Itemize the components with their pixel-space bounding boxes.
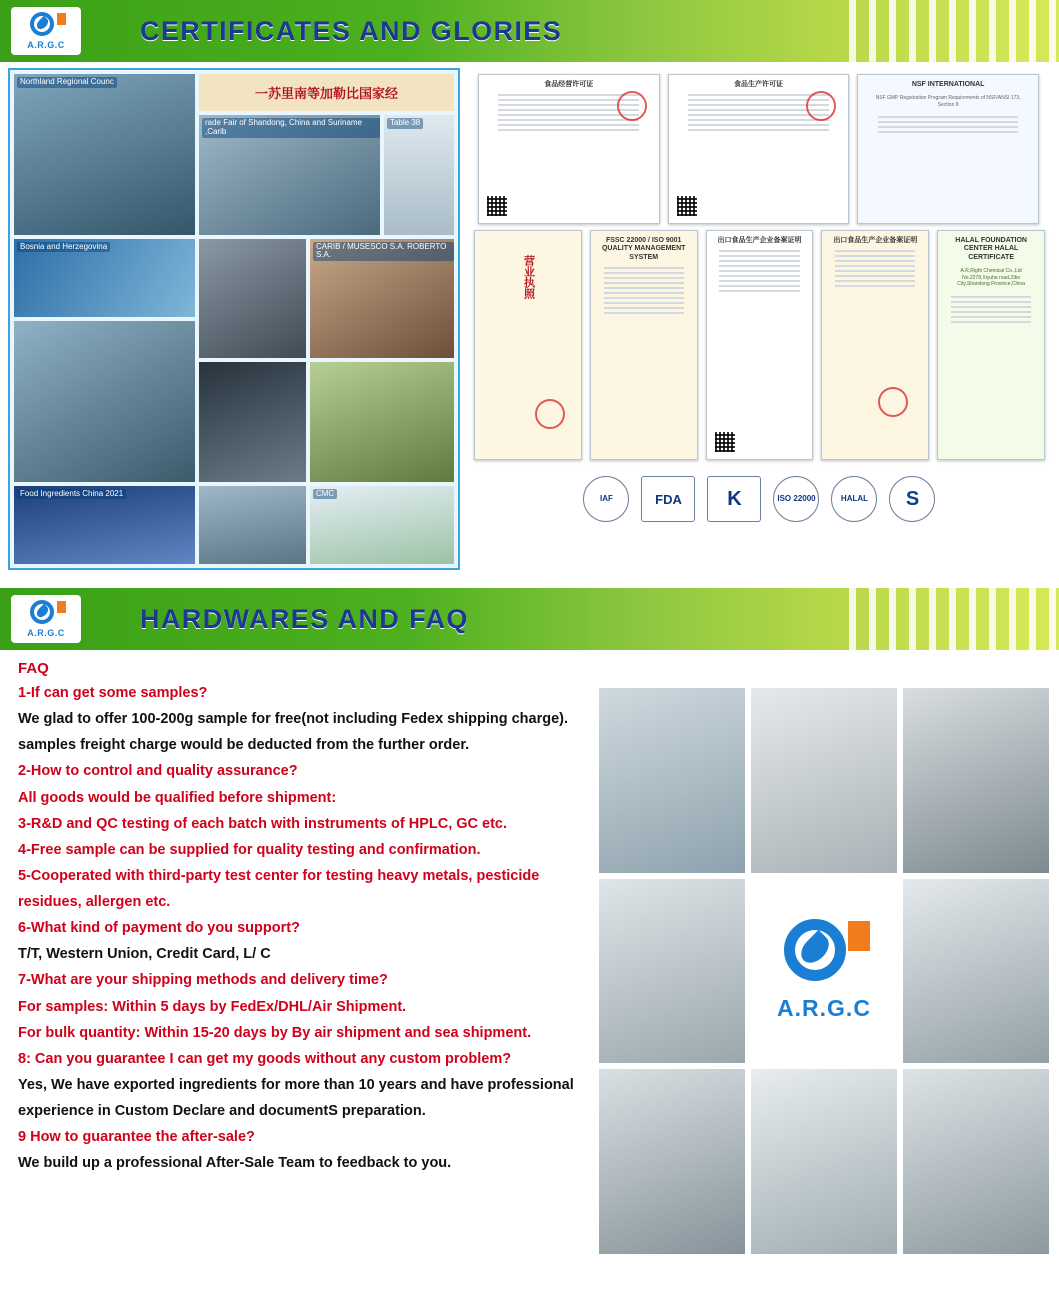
faq-line: experience in Custom Declare and documentS preparation. [18,1103,426,1119]
certificate-title: 出口食品生产企业备案证明 [717,237,802,244]
faq-line: All goods would be qualified before shipment: [18,789,337,806]
certificate-subtitle: A.R.Right Chemical Co.,Ltd No.2278,Xiyuhe road,Zibo City,Shandong Province,China [957,268,1025,288]
photo-booth-handshake [14,74,195,235]
faq-line: residues, allergen etc. [18,894,171,910]
certificate-export-record-2 [821,230,929,460]
logo-label: A.R.G.C [27,628,65,638]
halal-icon: HALAL [831,476,877,522]
argc-logo-icon-large [776,919,872,991]
certificates-banner-title: CERTIFICATES AND GLORIES [140,15,563,46]
accreditation-logos [468,466,1051,528]
argc-logo-icon [26,12,66,38]
hardware-photo-grid [593,660,1051,1254]
production-pipes-photo [599,1069,745,1254]
certificates-panel [468,68,1051,570]
faq-line: For samples: Within 5 days by FedEx/DHL/Air Shipment. [18,998,407,1015]
faq-line: 9 How to guarantee the after-sale? [18,1129,255,1146]
photo-label: CMC [313,489,337,500]
photo-fic-2021-entrance [14,486,195,564]
faq-text-column [8,660,593,1254]
iaf-icon: IAF [583,476,629,522]
certificates-body [0,62,1059,578]
faq-line: 8: Can you guarantee I can get my goods without any custom problem? [18,1050,512,1067]
certificate-halal [937,230,1045,460]
faq-line: 3-R&D and QC testing of each batch with instruments of HPLC, GC etc. [18,815,508,832]
photo-label: Food Ingredients China 2021 [17,489,126,500]
certificate-title: FSSC 22000 / ISO 9001 QUALITY MANAGEMENT SYSTEM [601,237,686,261]
certificate-business-license [474,230,582,460]
photo-conference-audience [199,362,306,482]
china-s-mark-icon: S [889,476,935,522]
certificate-nsf-gmp [857,74,1039,224]
company-logo-faq [0,588,92,650]
company-logo [0,0,92,62]
faq-line: 2-How to control and quality assurance? [18,763,298,780]
photo-banner-text-cn: 一苏里南等加勒比国家经 [199,74,454,111]
certificate-title: 出口食品生产企业备案证明 [833,237,918,244]
faq-line: samples freight charge would be deducted from the further order. [18,737,470,754]
certificate-title: 营业执照 [522,255,535,299]
logo-label: A.R.G.C [777,995,871,1022]
clean-workshop-photo [751,1069,897,1254]
certificate-title: NSF INTERNATIONAL [911,81,985,88]
office-workspace-photo [599,879,745,1064]
certificate-title: HALAL FOUNDATION CENTER HALAL CERTIFICATE [955,237,1027,261]
reactor-equipment-photo [903,688,1049,873]
photo-bosnia-banner [14,239,195,317]
faq-line: 1-If can get some samples? [18,685,208,701]
photo-flags-table [384,115,454,235]
iso-22000-icon: ISO 22000 [773,476,819,522]
fda-icon: FDA [641,476,695,522]
certificate-food-business-license [478,74,660,224]
certificate-subtitle: NSF GMP Registration Program Requirements of NSF/ANSI 173, Section 8 [875,95,1021,108]
photo-label: rade Fair of Shandong, China and Suriname ,Carib [202,118,380,138]
certificate-food-production-license [668,74,850,224]
packing-machine-photo [751,688,897,873]
photo-label: Table 38 [387,118,423,129]
faq-line: 5-Cooperated with third-party test center for testing heavy metals, pesticide [18,867,540,884]
photo-greenhouse-tomatoes [310,362,454,482]
certificate-export-record-1 [706,230,814,460]
photo-cmc-booth [310,486,454,564]
section-divider [0,578,1059,588]
company-logo-cell [751,879,897,1064]
faq-line: T/T, Western Union, Credit Card, L/ C [18,946,271,963]
exhibition-photo-collage [8,68,460,570]
faq-banner [0,588,1059,650]
faq-heading: FAQ [18,660,49,677]
factory-exterior-photo [599,688,745,873]
faq-line: 7-What are your shipping methods and delivery time? [18,972,388,989]
faq-body [0,650,1059,1260]
certificate-fssc-22000 [590,230,698,460]
faq-line: 6-What kind of payment do you support? [18,920,300,937]
photo-label: CARIB / MUSESCO S.A. ROBERTO S.A. [313,242,454,262]
certificate-title: 食品生产许可证 [733,81,783,88]
certificates-row-2 [468,230,1051,460]
photo-label: Northland Regional Counc [17,77,117,88]
logo-label: A.R.G.C [27,40,65,50]
faq-line: We glad to offer 100-200g sample for free(not including Fedex shipping charge). [18,711,569,728]
certificates-row-1 [468,68,1051,224]
photo-delegation-group [199,115,380,235]
faq-line: We build up a professional After-Sale Team to feedback to you. [18,1155,452,1172]
faq-banner-title: HARDWARES AND FAQ [140,603,469,634]
faq-line: Yes, We have exported ingredients for more than 10 years and have professional [18,1076,574,1093]
certificate-title: 食品经营许可证 [544,81,594,88]
photo-two-men-outdoor [14,321,195,482]
warehouse-photo [903,1069,1049,1254]
photo-booth-visitors [199,486,306,564]
photo-signing-ceremony [310,239,454,359]
laboratory-photo [903,879,1049,1064]
argc-logo-icon [26,600,66,626]
certificates-banner [0,0,1059,62]
photo-label: Bosnia and Herzegovina [17,242,110,253]
kosher-icon: K [707,476,761,522]
faq-line: 4-Free sample can be supplied for quality testing and confirmation. [18,841,481,858]
faq-line: For bulk quantity: Within 15-20 days by By air shipment and sea shipment. [18,1024,532,1041]
photo-meeting-two-men [199,239,306,359]
